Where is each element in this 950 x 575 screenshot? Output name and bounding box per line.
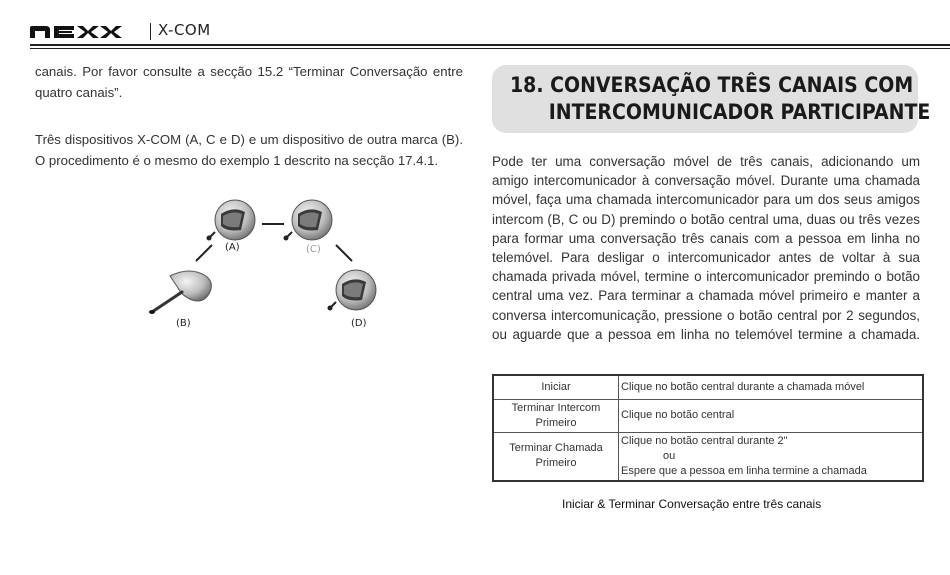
left-paragraph-2: Três dispositivos X-COM (A, C e D) e um dispositivo de outra marca (B). O procedimento é o mesmo do exemplo 1 descrito na secção 17.4.1.: [35, 132, 463, 168]
table-cell-action: Terminar Chamada Primeiro: [493, 432, 619, 481]
table-cell-action: Terminar Intercom Primeiro: [493, 399, 619, 432]
table-cell-instruction: Clique no botão central: [619, 399, 924, 432]
page-header: [30, 20, 950, 46]
helmet-c-icon: [284, 200, 333, 241]
section-title-line1: 18. CONVERSAÇÃO TRÊS CANAIS COM: [510, 73, 914, 98]
link-a-b: [196, 245, 212, 261]
table-row: [493, 375, 923, 399]
left-paragraph-1: canais. Por favor consulte a secção 15.2 “Terminar Conversação entre quatro canais”.: [35, 64, 463, 100]
section-title: [510, 72, 930, 126]
instruction-option-b: Espere que a pessoa em linha termine a chamada: [621, 464, 867, 477]
link-c-d: [336, 245, 352, 261]
instruction-option-a: Clique no botão central durante 2": [621, 434, 788, 447]
header-separator: [150, 23, 151, 40]
headset-b-icon: [149, 271, 211, 314]
nexx-logo: [30, 26, 122, 38]
label-c: (C): [306, 244, 321, 255]
instructions-table: [492, 374, 924, 482]
table-row: [493, 432, 923, 481]
header-rule: [30, 44, 950, 46]
table-row: [493, 399, 923, 432]
intercom-diagram: [140, 195, 390, 335]
helmet-a-icon: [207, 200, 256, 241]
model-name: X-COM: [158, 21, 211, 39]
table-cell-instruction: [619, 432, 924, 481]
section-title-line2: INTERCOMUNICADOR PARTICIPANTE: [548, 100, 931, 125]
right-paragraph: Pode ter uma conversação móvel de três canais, adicionando um amigo intercomunicador à conversação móvel. Durante uma chamada móvel, faça uma chamada intercomunicador para um dos seus amigos intercom (B, C ou D) premindo o botão central uma, duas ou três vezes para formar uma conversação três canais com a pessoa em linha no telemóvel. Para desligar o intercomunicador antes de voltar à sua chamada privada móvel, termine o intercomunicador premindo o botão central uma vez. Para terminar a chamada móvel primeiro e manter a conversa intercomunicação, pressione o botão central por 2 segundos, ou aguarde que a pessoa em linha no telemóvel termine a chamada.: [492, 154, 920, 342]
instruction-or: ou: [663, 449, 676, 462]
diagram-graphic: [140, 195, 390, 335]
label-d: (D): [351, 318, 367, 329]
label-a: (A): [225, 242, 240, 253]
header-rule-thin: [30, 48, 950, 49]
label-b: (B): [176, 318, 191, 329]
helmet-d-icon: [328, 270, 377, 311]
table-cell-action: Iniciar: [493, 375, 619, 399]
table-cell-instruction: Clique no botão central durante a chamada móvel: [619, 375, 924, 399]
table-caption: Iniciar & Terminar Conversação entre três canais: [562, 497, 822, 511]
